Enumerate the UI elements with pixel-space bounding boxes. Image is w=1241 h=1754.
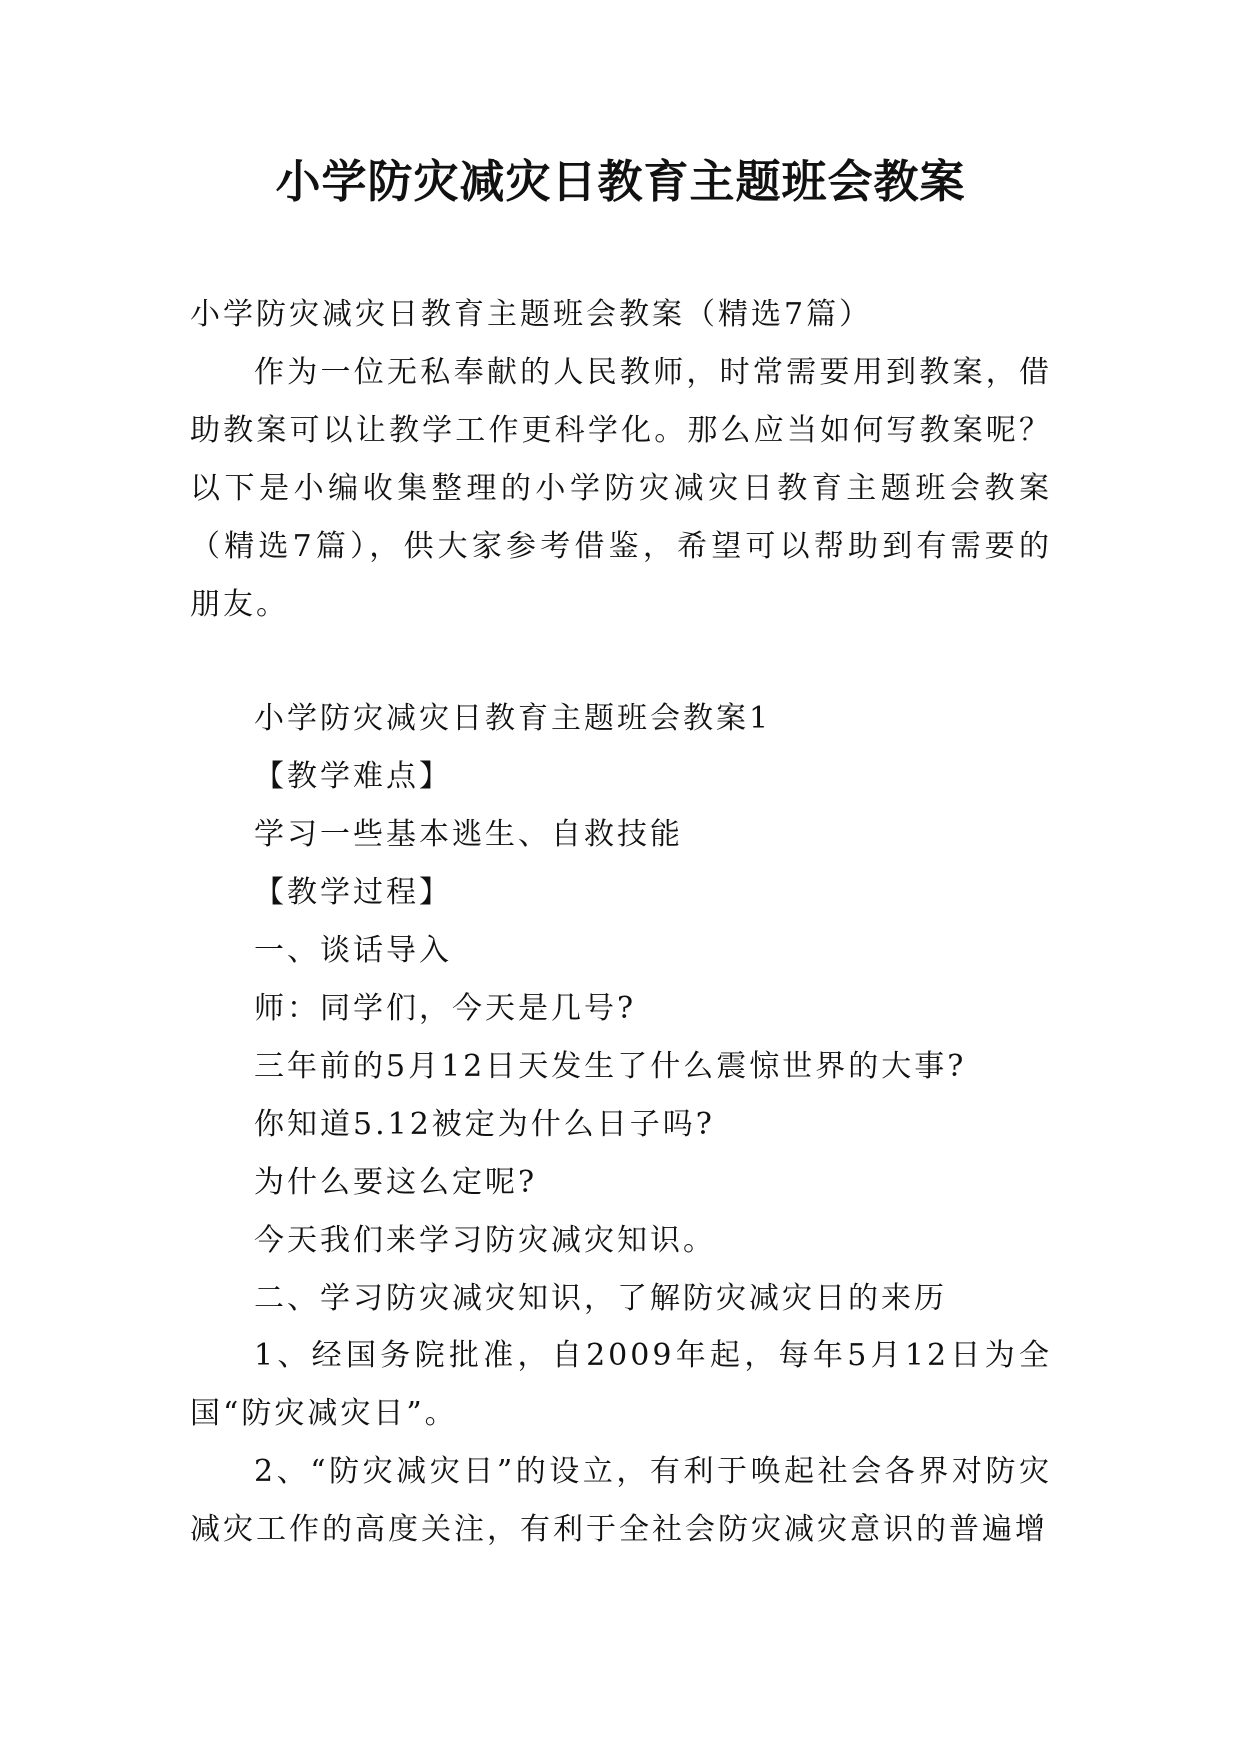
intro-block [190, 286, 1052, 634]
paragraph-2: 2、“防灾减灾日”的设立，有利于唤起社会各界对防灾减灾工作的高度关注，有利于全社会防灾减灾意识的普遍增 [190, 1454, 1052, 1547]
section-block [254, 690, 1052, 1328]
text-line: 你知道5.12被定为什么日子吗? [254, 1107, 715, 1142]
document-subtitle: 小学防灾减灾日教育主题班会教案（精选7篇） [190, 297, 873, 332]
content-block [190, 1327, 1052, 1559]
text-line: 师：同学们，今天是几号? [254, 991, 637, 1026]
heading-teaching-difficulty: 【教学难点】 [254, 759, 452, 794]
text-line: 学习一些基本逃生、自救技能 [254, 817, 683, 852]
text-line: 为什么要这么定呢? [254, 1165, 538, 1200]
text-line: 一、谈话导入 [254, 933, 452, 968]
text-line: 三年前的5月12日天发生了什么震惊世界的大事? [254, 1049, 967, 1084]
intro-paragraph: 作为一位无私奉献的人民教师，时常需要用到教案，借助教案可以让教学工作更科学化。那么应当如何写教案呢？以下是小编收集整理的小学防灾减灾日教育主题班会教案（精选7篇），供大家参考借鉴，希望可以帮助到有需要的朋友。 [190, 355, 1052, 622]
section-title: 小学防灾减灾日教育主题班会教案1 [254, 701, 772, 736]
text-line: 二、学习防灾减灾知识，了解防灾减灾日的来历 [254, 1281, 947, 1316]
heading-teaching-process: 【教学过程】 [254, 875, 452, 910]
paragraph-1: 1、经国务院批准，自2009年起，每年5月12日为全国“防灾减灾日”。 [190, 1338, 1052, 1431]
document-title: 小学防灾减灾日教育主题班会教案 [275, 155, 966, 208]
text-line: 今天我们来学习防灾减灾知识。 [254, 1223, 716, 1258]
